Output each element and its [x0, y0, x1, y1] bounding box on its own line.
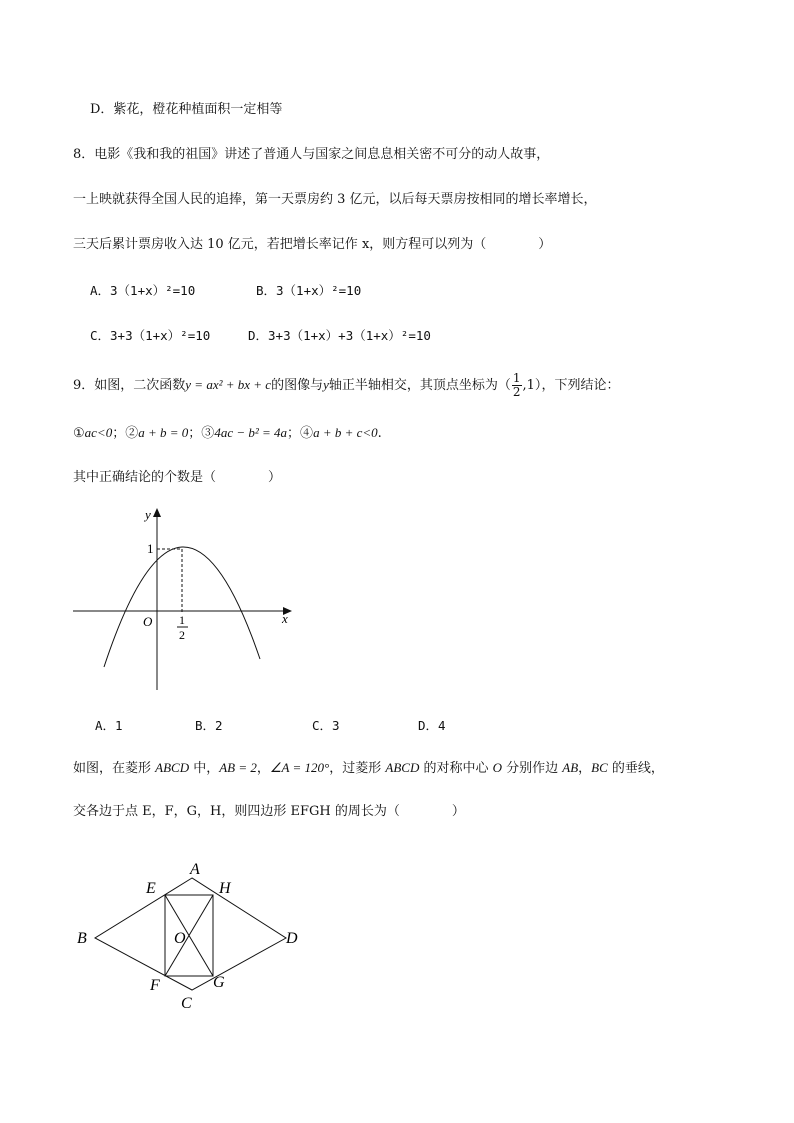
- q9-conclusion-1: ac<0: [84, 425, 113, 440]
- q9-conclusion-4: a + b + c<0: [313, 425, 378, 440]
- q9-option-d: D．4: [418, 718, 446, 733]
- label-g: G: [213, 974, 225, 991]
- q9-intro-a: 9．如图，二次函数: [73, 378, 186, 393]
- label-a: A: [190, 861, 200, 878]
- q10-o-var: O: [492, 760, 502, 775]
- q9-vertex-num: 1: [512, 371, 521, 385]
- q8-stem-line1: 8．电影《我和我的祖国》讲述了普通人与国家之间息息相关密不可分的动人故事，: [73, 147, 550, 162]
- q10-line1-e: 分别作边: [502, 761, 563, 776]
- q9-vertex-rest: ,1）: [522, 378, 542, 393]
- q9-option-a: A．1: [95, 718, 123, 733]
- q10-line1-f: 的垂线，: [607, 761, 664, 776]
- graph-half-den: 2: [179, 628, 185, 642]
- q9-c3-mark: ③: [201, 426, 215, 441]
- graph-one-label: 1: [147, 541, 154, 556]
- q8-stem-line3: 三天后累计票房收入达 10 亿元，若把增长率记作 x，则方程可以列为（ ）: [73, 237, 552, 252]
- q10-line1-a: 如图，在菱形: [73, 761, 156, 776]
- q10-sep1: ，: [256, 761, 270, 776]
- q9-c3-sep: ；: [287, 426, 301, 441]
- q9-c4-mark: ④: [300, 426, 314, 441]
- q8-stem-line2: 一上映就获得全国人民的追捧，第一天票房约 3 亿元，以后每天票房按相同的增长率增长，: [73, 192, 597, 207]
- graph-origin-label: O: [143, 614, 153, 629]
- q9-conclusion-3: 4ac − b² = 4a: [214, 425, 288, 440]
- q9-y-var: y: [323, 377, 329, 392]
- q9-intro-b: 的图像与: [271, 378, 324, 393]
- q9-c4-end: .: [377, 426, 382, 441]
- label-d: D: [286, 930, 298, 947]
- q8-option-c: C．3+3（1+x）²=10: [90, 328, 211, 343]
- q9-intro-d: ，下列结论：: [541, 378, 620, 393]
- q10-abcd-2: ABCD: [385, 760, 420, 775]
- q8-option-d: D．3+3（1+x）+3（1+x）²=10: [248, 328, 431, 343]
- q10-bc: BC: [591, 760, 608, 775]
- label-c: C: [181, 995, 192, 1012]
- graph-half-num: 1: [179, 613, 185, 627]
- q9-c2-sep: ；: [188, 426, 202, 441]
- label-b: B: [77, 930, 87, 947]
- q9-intro-c: 轴正半轴相交，其顶点坐标为（: [328, 378, 511, 393]
- q7-option-d: D．紫花，橙花种植面积一定相等: [90, 102, 283, 117]
- q9-conclusion-2: a + b = 0: [138, 425, 189, 440]
- q9-vertex-den: 2: [512, 385, 521, 399]
- q9-c1-mark: ①: [73, 426, 85, 441]
- q9-equation: y = ax² + bx + c: [185, 377, 272, 392]
- q10-ab: AB: [562, 760, 579, 775]
- q9-option-b: B．2: [195, 718, 223, 733]
- q10-line1-b: 中，: [189, 761, 220, 776]
- q10-line1-d: 的对称中心: [419, 761, 493, 776]
- graph-y-label: y: [145, 507, 151, 522]
- label-f: F: [150, 977, 160, 994]
- q10-comma: ，: [578, 761, 592, 776]
- q10-line1-c: ，过菱形: [329, 761, 386, 776]
- q9-option-c: C．3: [312, 718, 340, 733]
- q10-ab-eq: AB = 2: [219, 760, 257, 775]
- q10-stem-line2: 交各边于点 E，F，G，H，则四边形 EFGH 的周长为（ ）: [73, 804, 465, 819]
- q10-angle: ∠A = 120°: [269, 760, 330, 775]
- q8-option-a: A．3（1+x）²=10: [90, 283, 196, 298]
- q9-c1-sep: ；: [112, 426, 126, 441]
- label-e: E: [146, 880, 156, 897]
- graph-x-label: x: [282, 611, 288, 626]
- label-o: O: [174, 930, 186, 947]
- q8-option-b: B．3（1+x）²=10: [256, 283, 362, 298]
- q9-question: 其中正确结论的个数是（ ）: [73, 470, 282, 485]
- q9-c2-mark: ②: [125, 426, 139, 441]
- label-h: H: [219, 880, 231, 897]
- q10-abcd-1: ABCD: [155, 760, 190, 775]
